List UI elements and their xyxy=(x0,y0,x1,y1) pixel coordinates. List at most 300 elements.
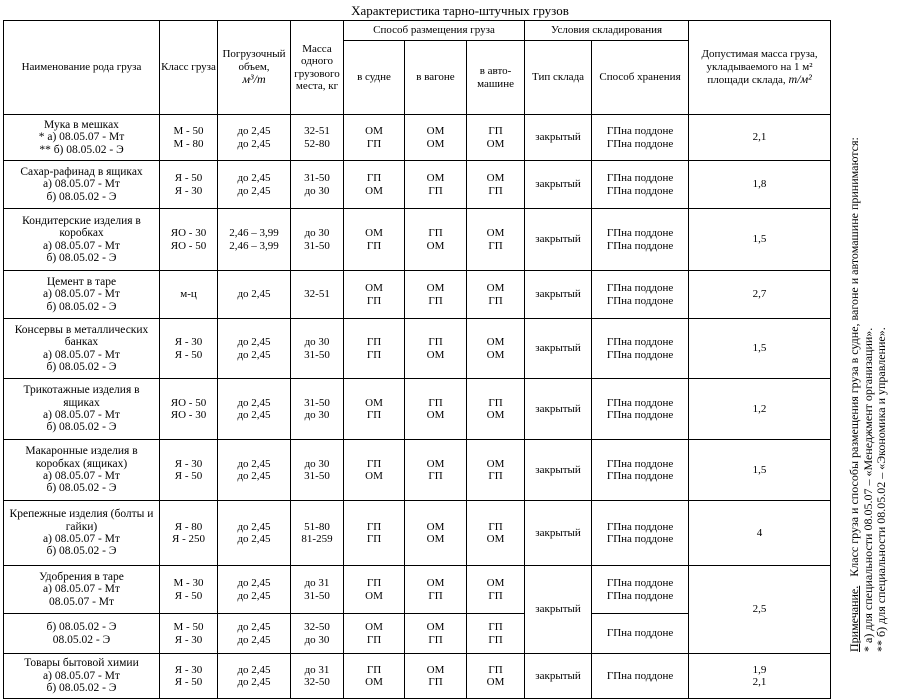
side-note xyxy=(848,92,920,652)
cargo-volume-line: до 2,45 xyxy=(237,520,271,533)
cargo-mass xyxy=(291,115,344,161)
cargo-volume-line: до 2,45 xyxy=(237,577,271,590)
cargo-volume xyxy=(218,501,291,566)
placement-wagon-line: ОМ xyxy=(426,533,445,545)
header-storage: Условия складирования xyxy=(525,21,689,41)
warehouse-type xyxy=(525,501,592,566)
cargo-mass-line: 81-259 xyxy=(301,533,333,545)
cargo-name xyxy=(4,161,160,209)
cargo-name-line: Мука в мешках xyxy=(44,118,119,131)
cargo-class-line: Я - 50 xyxy=(174,470,203,482)
cargo-class-line: Я - 30 xyxy=(174,184,203,197)
storage-method-line: ГПна поддоне xyxy=(606,282,674,295)
cargo-volume-line: до 2,45 xyxy=(237,184,271,197)
placement-ship-line: ОМ xyxy=(365,470,383,482)
cargo-class xyxy=(160,115,218,161)
cargo-volume xyxy=(218,319,291,379)
placement-wagon-line: ОМ xyxy=(426,137,445,150)
storage-method xyxy=(592,379,689,440)
cargo-volume-line: до 2,45 xyxy=(237,336,271,349)
storage-method-line: ГПна поддоне xyxy=(606,137,674,150)
placement-wagon-line: ГП xyxy=(428,676,443,688)
placement-wagon xyxy=(405,654,467,699)
placement-car xyxy=(467,271,525,319)
cargo-name-line: а) 08.05.07 - Мт xyxy=(43,409,120,421)
placement-ship xyxy=(344,440,405,501)
cargo-class-line: М - 50 xyxy=(173,125,204,138)
placement-ship-line: ГП xyxy=(366,348,382,361)
cargo-mass-line: 32-50 xyxy=(304,676,330,688)
cargo-volume xyxy=(218,271,291,319)
placement-car-line: ОМ xyxy=(486,409,505,421)
cargo-volume-line: до 2,45 xyxy=(237,533,271,545)
note-line-a: * а) для специальности 08.05.07 – «Менеджмент организации». xyxy=(860,327,875,652)
placement-wagon-line: ОМ xyxy=(426,520,445,533)
cargo-name-line: а) 08.05.07 - Мт xyxy=(43,348,120,361)
placement-ship xyxy=(344,566,405,614)
placement-car xyxy=(467,379,525,440)
cargo-class-line: ЯО - 50 xyxy=(170,239,207,252)
cargo-mass xyxy=(291,654,344,699)
storage-method-line: ГПна поддоне xyxy=(606,294,674,307)
cargo-mass-line: 32-50 xyxy=(304,621,330,634)
allowed-mass-line: 1,9 xyxy=(752,663,767,676)
cargo-volume-line: до 2,45 xyxy=(237,621,271,634)
table-row xyxy=(4,566,831,614)
cargo-class xyxy=(160,271,218,319)
placement-ship-line: ОМ xyxy=(365,125,383,138)
placement-wagon xyxy=(405,319,467,379)
placement-ship xyxy=(344,271,405,319)
cargo-class xyxy=(160,654,218,699)
table-row xyxy=(4,209,831,271)
cargo-volume-line: 2,46 – 3,99 xyxy=(229,239,279,252)
allowed-mass xyxy=(689,379,831,440)
header-mass: Масса одного грузового места, кг xyxy=(291,21,344,115)
placement-car xyxy=(467,209,525,271)
warehouse-type-line: закрытый xyxy=(535,463,581,476)
allowed-mass xyxy=(689,654,831,699)
placement-ship xyxy=(344,501,405,566)
cargo-mass-line: 31-50 xyxy=(304,589,330,602)
placement-ship-line: ОМ xyxy=(365,227,383,240)
placement-wagon xyxy=(405,440,467,501)
placement-wagon-line: ГП xyxy=(428,589,443,602)
header-allowed: Допустимая масса груза, укладываемого на 1 м² площади склада, т/м² xyxy=(689,21,831,115)
storage-method-line: ГПна поддоне xyxy=(606,470,674,482)
cargo-mass-line: до 30 xyxy=(304,633,330,646)
cargo-class-line: Я - 250 xyxy=(172,533,205,545)
storage-method-line: ГПна поддоне xyxy=(606,577,674,590)
placement-wagon xyxy=(405,566,467,614)
header-car: в авто-машине xyxy=(467,41,525,115)
cargo-mass-line: 52-80 xyxy=(304,137,330,150)
allowed-mass-line: 1,5 xyxy=(752,463,767,476)
storage-method-line: ГПна поддоне xyxy=(606,409,674,421)
cargo-name-line: 08.05.02 - Э xyxy=(52,633,111,646)
placement-ship-line: ОМ xyxy=(365,184,383,197)
header-volume: Погрузочный объем, м³/т xyxy=(218,21,291,115)
cargo-class-line: Я - 30 xyxy=(174,633,203,646)
placement-ship xyxy=(344,379,405,440)
cargo-mass-line: 32-51 xyxy=(304,125,330,138)
table-row xyxy=(4,379,831,440)
storage-method-line: ГПна поддоне xyxy=(606,520,674,533)
placement-car xyxy=(467,614,525,654)
header-ship: в судне xyxy=(344,41,405,115)
cargo-volume xyxy=(218,161,291,209)
placement-wagon xyxy=(405,501,467,566)
storage-method-line: ГПна поддоне xyxy=(606,125,674,138)
placement-wagon xyxy=(405,209,467,271)
placement-car-line: ОМ xyxy=(486,172,505,185)
header-placement: Способ размещения груза xyxy=(344,21,525,41)
placement-car xyxy=(467,501,525,566)
placement-ship-line: ОМ xyxy=(365,282,383,295)
cargo-mass-line: до 30 xyxy=(304,336,330,349)
cargo-class-line: Я - 50 xyxy=(174,589,203,602)
placement-ship-line: ГП xyxy=(366,520,382,533)
cargo-class-line: Я - 30 xyxy=(174,663,203,676)
placement-car xyxy=(467,440,525,501)
cargo-mass-line: 32-51 xyxy=(304,288,330,301)
warehouse-type-line: закрытый xyxy=(535,526,581,539)
placement-ship-line: ГП xyxy=(366,294,382,307)
placement-car-line: ОМ xyxy=(486,577,505,590)
cargo-class xyxy=(160,440,218,501)
placement-wagon xyxy=(405,115,467,161)
cargo-name xyxy=(4,501,160,566)
cargo-volume-line: до 2,45 xyxy=(237,676,271,688)
cargo-name-line: б) 08.05.02 - Э xyxy=(46,251,117,264)
warehouse-type xyxy=(525,566,592,654)
header-name: Наименование рода груза xyxy=(4,21,160,115)
cargo-volume-line: до 2,45 xyxy=(237,288,271,301)
placement-wagon-line: ГП xyxy=(428,336,443,349)
cargo-volume xyxy=(218,209,291,271)
cargo-name-line: а) 08.05.07 - Мт xyxy=(43,470,120,482)
cargo-class-line: М - 80 xyxy=(173,137,204,150)
storage-method-line: ГПна поддоне xyxy=(606,457,674,470)
cargo-name xyxy=(4,115,160,161)
cargo-mass xyxy=(291,271,344,319)
document-title: Характеристика тарно-штучных грузов xyxy=(351,3,569,18)
cargo-volume xyxy=(218,654,291,699)
cargo-mass-line: до 30 xyxy=(304,457,330,470)
warehouse-type-line: закрытый xyxy=(535,669,581,682)
cargo-volume xyxy=(218,440,291,501)
placement-wagon-line: ГП xyxy=(428,633,443,646)
allowed-mass xyxy=(689,161,831,209)
cargo-mass-line: до 30 xyxy=(304,227,330,240)
cargo-name-line: а) 08.05.07 - Мт xyxy=(43,669,120,682)
cargo-name-line: а) 08.05.07 - Мт xyxy=(43,178,120,191)
allowed-mass-line: 1,8 xyxy=(752,178,767,191)
cargo-class xyxy=(160,319,218,379)
placement-wagon-line: ОМ xyxy=(426,282,445,295)
allowed-mass xyxy=(689,501,831,566)
placement-car-line: ГП xyxy=(488,633,503,646)
cargo-volume xyxy=(218,614,291,654)
cargo-name-line: * а) 08.05.07 - Мт xyxy=(38,131,125,144)
cargo-volume-line: 2,46 – 3,99 xyxy=(229,227,279,240)
cargo-mass xyxy=(291,319,344,379)
warehouse-type xyxy=(525,654,592,699)
warehouse-type xyxy=(525,319,592,379)
placement-car-line: ГП xyxy=(488,396,503,409)
placement-car xyxy=(467,115,525,161)
placement-ship-line: ГП xyxy=(366,137,382,150)
placement-car-line: ОМ xyxy=(486,137,505,150)
placement-wagon-line: ОМ xyxy=(426,348,445,361)
cargo-mass xyxy=(291,161,344,209)
placement-car-line: ГП xyxy=(488,470,503,482)
placement-wagon-line: ГП xyxy=(428,470,443,482)
cargo-volume-line: до 2,45 xyxy=(237,457,271,470)
placement-wagon-line: ОМ xyxy=(426,663,445,676)
placement-car-line: ГП xyxy=(488,621,503,634)
storage-method-line: ГПна поддоне xyxy=(606,227,674,240)
storage-method xyxy=(592,161,689,209)
cargo-name-line: Сахар-рафинад в ящиках xyxy=(20,165,143,178)
warehouse-type-line: закрытый xyxy=(535,178,581,191)
storage-method-line: ГПна поддоне xyxy=(606,669,674,682)
cargo-class-line: Я - 50 xyxy=(174,172,203,185)
cargo-class-line: М - 30 xyxy=(173,577,204,590)
cargo-volume xyxy=(218,115,291,161)
storage-method xyxy=(592,319,689,379)
storage-method xyxy=(592,501,689,566)
cargo-mass-line: до 31 xyxy=(304,663,330,676)
cargo-name-line: Кондитерские изделия в коробках xyxy=(22,214,141,240)
placement-ship xyxy=(344,654,405,699)
placement-wagon-line: ГП xyxy=(428,396,443,409)
placement-ship-line: ГП xyxy=(366,577,382,590)
cargo-name-line: а) 08.05.07 - Мт xyxy=(43,533,120,545)
cargo-name-line: Консервы в металлических банках xyxy=(14,323,149,349)
header-storage-method: Способ хранения xyxy=(592,41,689,115)
placement-wagon xyxy=(405,614,467,654)
cargo-name xyxy=(4,379,160,440)
cargo-name xyxy=(4,654,160,699)
cargo-name-line: б) 08.05.02 - Э xyxy=(46,360,117,373)
placement-car xyxy=(467,654,525,699)
placement-wagon-line: ОМ xyxy=(426,125,445,138)
allowed-mass xyxy=(689,440,831,501)
placement-ship-line: ГП xyxy=(366,633,382,646)
cargo-class xyxy=(160,614,218,654)
placement-car-line: ГП xyxy=(488,294,503,307)
cargo-class-line: м-ц xyxy=(180,288,197,301)
placement-wagon xyxy=(405,161,467,209)
cargo-mass-line: 31-50 xyxy=(304,348,330,361)
cargo-volume-line: до 2,45 xyxy=(237,348,271,361)
cargo-volume-line: до 2,45 xyxy=(237,663,271,676)
cargo-class-line: Я - 80 xyxy=(174,520,203,533)
placement-wagon-line: ОМ xyxy=(426,621,445,634)
placement-ship xyxy=(344,209,405,271)
storage-method-line: ГПна поддоне xyxy=(606,396,674,409)
placement-ship-line: ГП xyxy=(366,409,382,421)
cargo-name-line: б) 08.05.02 - Э xyxy=(46,682,117,695)
storage-method-line: ГПна поддоне xyxy=(606,627,674,640)
cargo-name-line: б) 08.05.02 - Э xyxy=(46,300,117,313)
storage-method xyxy=(592,614,689,654)
cargo-class xyxy=(160,379,218,440)
placement-ship-line: ГП xyxy=(366,172,382,185)
allowed-mass xyxy=(689,115,831,161)
cargo-volume-line: до 2,45 xyxy=(237,633,271,646)
storage-method-line: ГПна поддоне xyxy=(606,184,674,197)
placement-car-line: ОМ xyxy=(486,336,505,349)
cargo-class xyxy=(160,501,218,566)
cargo-mass-line: до 31 xyxy=(304,577,330,590)
cargo-mass-line: 31-50 xyxy=(304,239,330,252)
warehouse-type xyxy=(525,209,592,271)
cargo-class xyxy=(160,566,218,614)
cargo-name-line: ** б) 08.05.02 - Э xyxy=(39,143,124,156)
allowed-mass xyxy=(689,271,831,319)
cargo-mass xyxy=(291,379,344,440)
warehouse-type-line: закрытый xyxy=(535,233,581,246)
table-row xyxy=(4,440,831,501)
warehouse-type-line: закрытый xyxy=(535,131,581,144)
cargo-name-line: Товары бытовой химии xyxy=(24,657,139,670)
cargo-name-line: Цемент в таре xyxy=(46,275,117,288)
cargo-name-line: 08.05.07 - Мт xyxy=(48,595,115,608)
placement-wagon-line: ОМ xyxy=(426,577,445,590)
placement-car-line: ОМ xyxy=(486,227,505,240)
placement-ship-line: ОМ xyxy=(365,589,383,602)
allowed-mass-line: 1,2 xyxy=(752,402,767,415)
cargo-mass xyxy=(291,566,344,614)
cargo-name-line: б) 08.05.02 - Э xyxy=(46,421,117,434)
placement-car xyxy=(467,319,525,379)
storage-method xyxy=(592,115,689,161)
cargo-name-line: б) 08.05.02 - Э xyxy=(46,482,117,495)
cargo-name xyxy=(4,271,160,319)
storage-method xyxy=(592,209,689,271)
placement-ship-line: ОМ xyxy=(365,676,383,688)
table-row xyxy=(4,501,831,566)
cargo-name-line: б) 08.05.02 - Э xyxy=(46,621,117,634)
placement-wagon-line: ОМ xyxy=(426,239,445,252)
cargo-mass xyxy=(291,209,344,271)
cargo-name-line: б) 08.05.02 - Э xyxy=(46,545,117,558)
placement-car-line: ОМ xyxy=(486,457,505,470)
allowed-mass-line: 4 xyxy=(756,526,763,539)
cargo-volume-line: до 2,45 xyxy=(237,172,271,185)
cargo-class xyxy=(160,161,218,209)
warehouse-type-line: закрытый xyxy=(535,342,581,355)
cargo-class-line: ЯО - 30 xyxy=(170,409,207,421)
placement-ship xyxy=(344,115,405,161)
storage-method xyxy=(592,566,689,614)
cargo-class-line: Я - 30 xyxy=(174,336,203,349)
allowed-mass-line: 1,5 xyxy=(752,342,767,355)
placement-ship-line: ОМ xyxy=(365,621,383,634)
table-row xyxy=(4,271,831,319)
cargo-mass xyxy=(291,501,344,566)
allowed-mass-line: 2,1 xyxy=(752,131,767,144)
placement-ship-line: ГП xyxy=(366,663,382,676)
cargo-volume-line: до 2,45 xyxy=(237,589,271,602)
note-text: Класс груза и способы размещения груза в судне, вагоне и автомашине принимаются: xyxy=(847,137,861,577)
allowed-mass-line: 2,1 xyxy=(752,676,767,688)
storage-method xyxy=(592,271,689,319)
cargo-volume-line: до 2,45 xyxy=(237,396,271,409)
cargo-volume-line: до 2,45 xyxy=(237,470,271,482)
placement-car-line: ОМ xyxy=(486,533,505,545)
allowed-mass xyxy=(689,566,831,654)
placement-car-line: ГП xyxy=(488,520,503,533)
header-wagon: в вагоне xyxy=(405,41,467,115)
storage-method xyxy=(592,440,689,501)
cargo-table xyxy=(3,20,831,699)
placement-wagon-line: ОМ xyxy=(426,457,445,470)
allowed-mass xyxy=(689,319,831,379)
cargo-class-line: ЯО - 50 xyxy=(170,396,207,409)
allowed-mass xyxy=(689,209,831,271)
cargo-name xyxy=(4,209,160,271)
placement-car-line: ГП xyxy=(488,239,503,252)
storage-method-line: ГПна поддоне xyxy=(606,336,674,349)
placement-wagon-line: ОМ xyxy=(426,172,445,185)
cargo-class-line: М - 50 xyxy=(173,621,204,634)
placement-ship xyxy=(344,319,405,379)
placement-car-line: ГП xyxy=(488,184,503,197)
cargo-name-line: а) 08.05.07 - Мт xyxy=(43,239,120,252)
placement-car-line: ОМ xyxy=(486,676,505,688)
cargo-class-line: Я - 30 xyxy=(174,457,203,470)
storage-method-line: ГПна поддоне xyxy=(606,348,674,361)
cargo-name-line: Удобрения в таре xyxy=(39,570,124,583)
placement-wagon-line: ГП xyxy=(428,184,443,197)
warehouse-type-line: закрытый xyxy=(535,288,581,301)
cargo-name xyxy=(4,566,160,614)
warehouse-type xyxy=(525,379,592,440)
cargo-mass-line: 51-80 xyxy=(304,520,330,533)
cargo-mass xyxy=(291,440,344,501)
warehouse-type-line: закрытый xyxy=(535,603,581,616)
cargo-mass-line: 31-50 xyxy=(304,470,330,482)
cargo-name xyxy=(4,440,160,501)
placement-ship-line: ОМ xyxy=(365,396,383,409)
placement-wagon-line: ГП xyxy=(428,227,443,240)
warehouse-type xyxy=(525,161,592,209)
placement-ship-line: ГП xyxy=(366,457,382,470)
cargo-mass xyxy=(291,614,344,654)
placement-wagon-line: ГП xyxy=(428,294,443,307)
cargo-volume-line: до 2,45 xyxy=(237,137,271,150)
cargo-name xyxy=(4,319,160,379)
cargo-mass-line: 31-50 xyxy=(304,396,330,409)
allowed-mass-line: 2,7 xyxy=(752,288,767,301)
placement-car xyxy=(467,161,525,209)
table-row xyxy=(4,161,831,209)
cargo-volume xyxy=(218,379,291,440)
note-label: Примечание. xyxy=(847,585,861,652)
cargo-name xyxy=(4,614,160,654)
warehouse-type xyxy=(525,271,592,319)
placement-wagon xyxy=(405,271,467,319)
storage-method xyxy=(592,654,689,699)
placement-wagon-line: ОМ xyxy=(426,409,445,421)
cargo-class-line: ЯО - 30 xyxy=(170,227,207,240)
table-row xyxy=(4,654,831,699)
placement-car-line: ОМ xyxy=(486,348,505,361)
placement-car-line: ГП xyxy=(488,589,503,602)
